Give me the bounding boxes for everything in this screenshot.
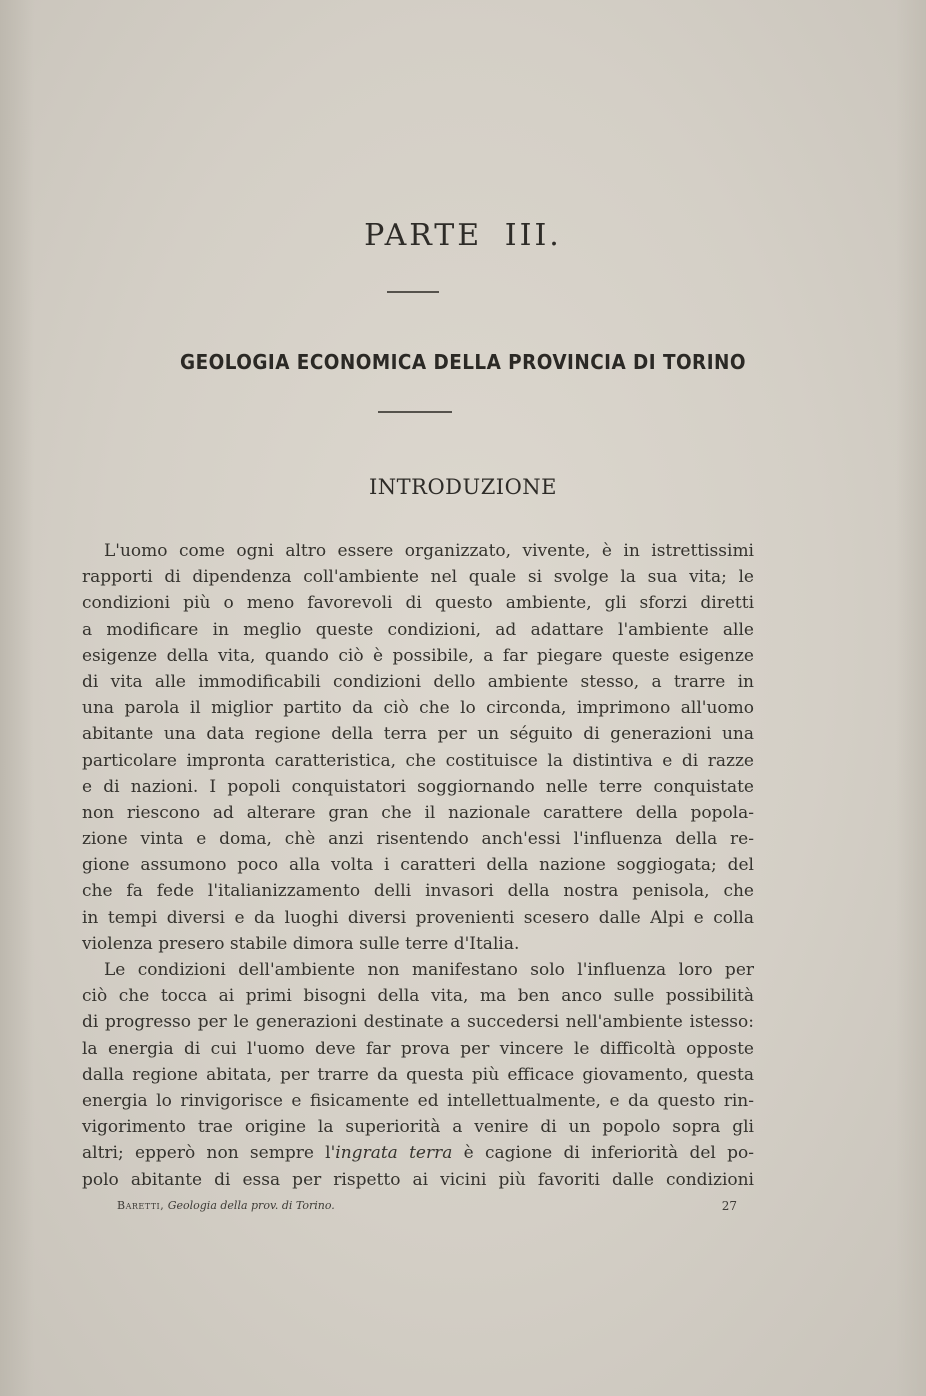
text-line: una parola il miglior partito da ciò che lo circonda, imprimono all'uomo [82,698,754,719]
text-line: non riescono ad alterare gran che il nazionale carattere della popola- [82,802,754,823]
text-line: L'uomo come ogni altro essere organizzato, vivente, è in istrettissimi [104,541,754,561]
body-text [82,538,754,1193]
text-line: in tempi diversi e da luoghi diversi provenienti scesero dalle Alpi e colla [82,907,754,928]
text-line: a modificare in meglio queste condizioni, ad adattare l'ambiente alle [82,619,754,640]
chapter-title: GEOLOGIA ECONOMICA DELLA PROVINCIA DI TORINO [180,350,746,374]
footer-book-title: Geologia della prov. di Torino. [167,1199,335,1212]
text-line: violenza presero stabile dimora sulle terre d'Italia. [82,933,520,954]
text-line: che fa fede l'italianizzamento delli invasori della nostra penisola, che [82,881,754,902]
footer-author: Baretti, [117,1199,165,1212]
text-line: e di nazioni. I popoli conquistatori soggiornando nelle terre conquistate [82,776,754,797]
text-line: la energia di cui l'uomo deve far prova per vincere le difficoltà opposte [82,1038,754,1059]
text-line: esigenze della vita, quando ciò è possibile, a far piegare queste esigenze [82,645,754,666]
footer-citation [117,1199,335,1212]
text-line: abitante una data regione della terra per un séguito di generazioni una [82,724,754,745]
divider-middle [378,411,452,413]
text-line: energia lo rinvigorisce e fisicamente ed intellettualmente, e da questo rin- [82,1090,754,1111]
text-line: condizioni più o meno favorevoli di questo ambiente, gli sforzi diretti [82,593,754,614]
text-line: Le condizioni dell'ambiente non manifestano solo l'influenza loro per [104,960,754,980]
section-title: INTRODUZIONE [368,475,558,499]
text-line: ciò che tocca ai primi bisogni della vita, ma ben anco sulle possibilità [82,986,754,1007]
text-line: gione assumono poco alla volta i caratteri della nazione soggiogata; del [82,855,754,876]
page-shadow-left [0,0,34,1396]
text-line: zione vinta e doma, chè anzi risentendo anch'essi l'influenza della re- [82,829,754,850]
text-line: di progresso per le generazioni destinate a succedersi nell'ambiente istesso: [82,1012,754,1033]
text-line-part: è cagione di inferiorità del po- [452,1143,754,1164]
text-line: dalla regione abitata, per trarre da questa più efficace giovamento, questa [82,1064,754,1085]
page-number: 27 [721,1199,737,1213]
text-line-part: altri; epperò non sempre l' [82,1143,336,1164]
divider-top [387,291,439,293]
text-line [82,1140,754,1166]
page-shadow-right [896,0,926,1396]
text-line: polo abitante di essa per rispetto ai vicini più favoriti dalle condizioni [82,1169,754,1190]
italic-phrase: ingrata terra [335,1143,453,1164]
text-line: particolare impronta caratteristica, che costituisce la distintiva e di razze [82,750,754,771]
part-title: PARTE III. [364,218,562,253]
text-line: rapporti di dipendenza coll'ambiente nel quale si svolge la sua vita; le [82,567,754,588]
text-line: di vita alle immodificabili condizioni dello ambiente stesso, a trarre in [82,671,754,692]
text-line: vigorimento trae origine la superiorità a venire di un popolo sopra gli [82,1117,754,1138]
